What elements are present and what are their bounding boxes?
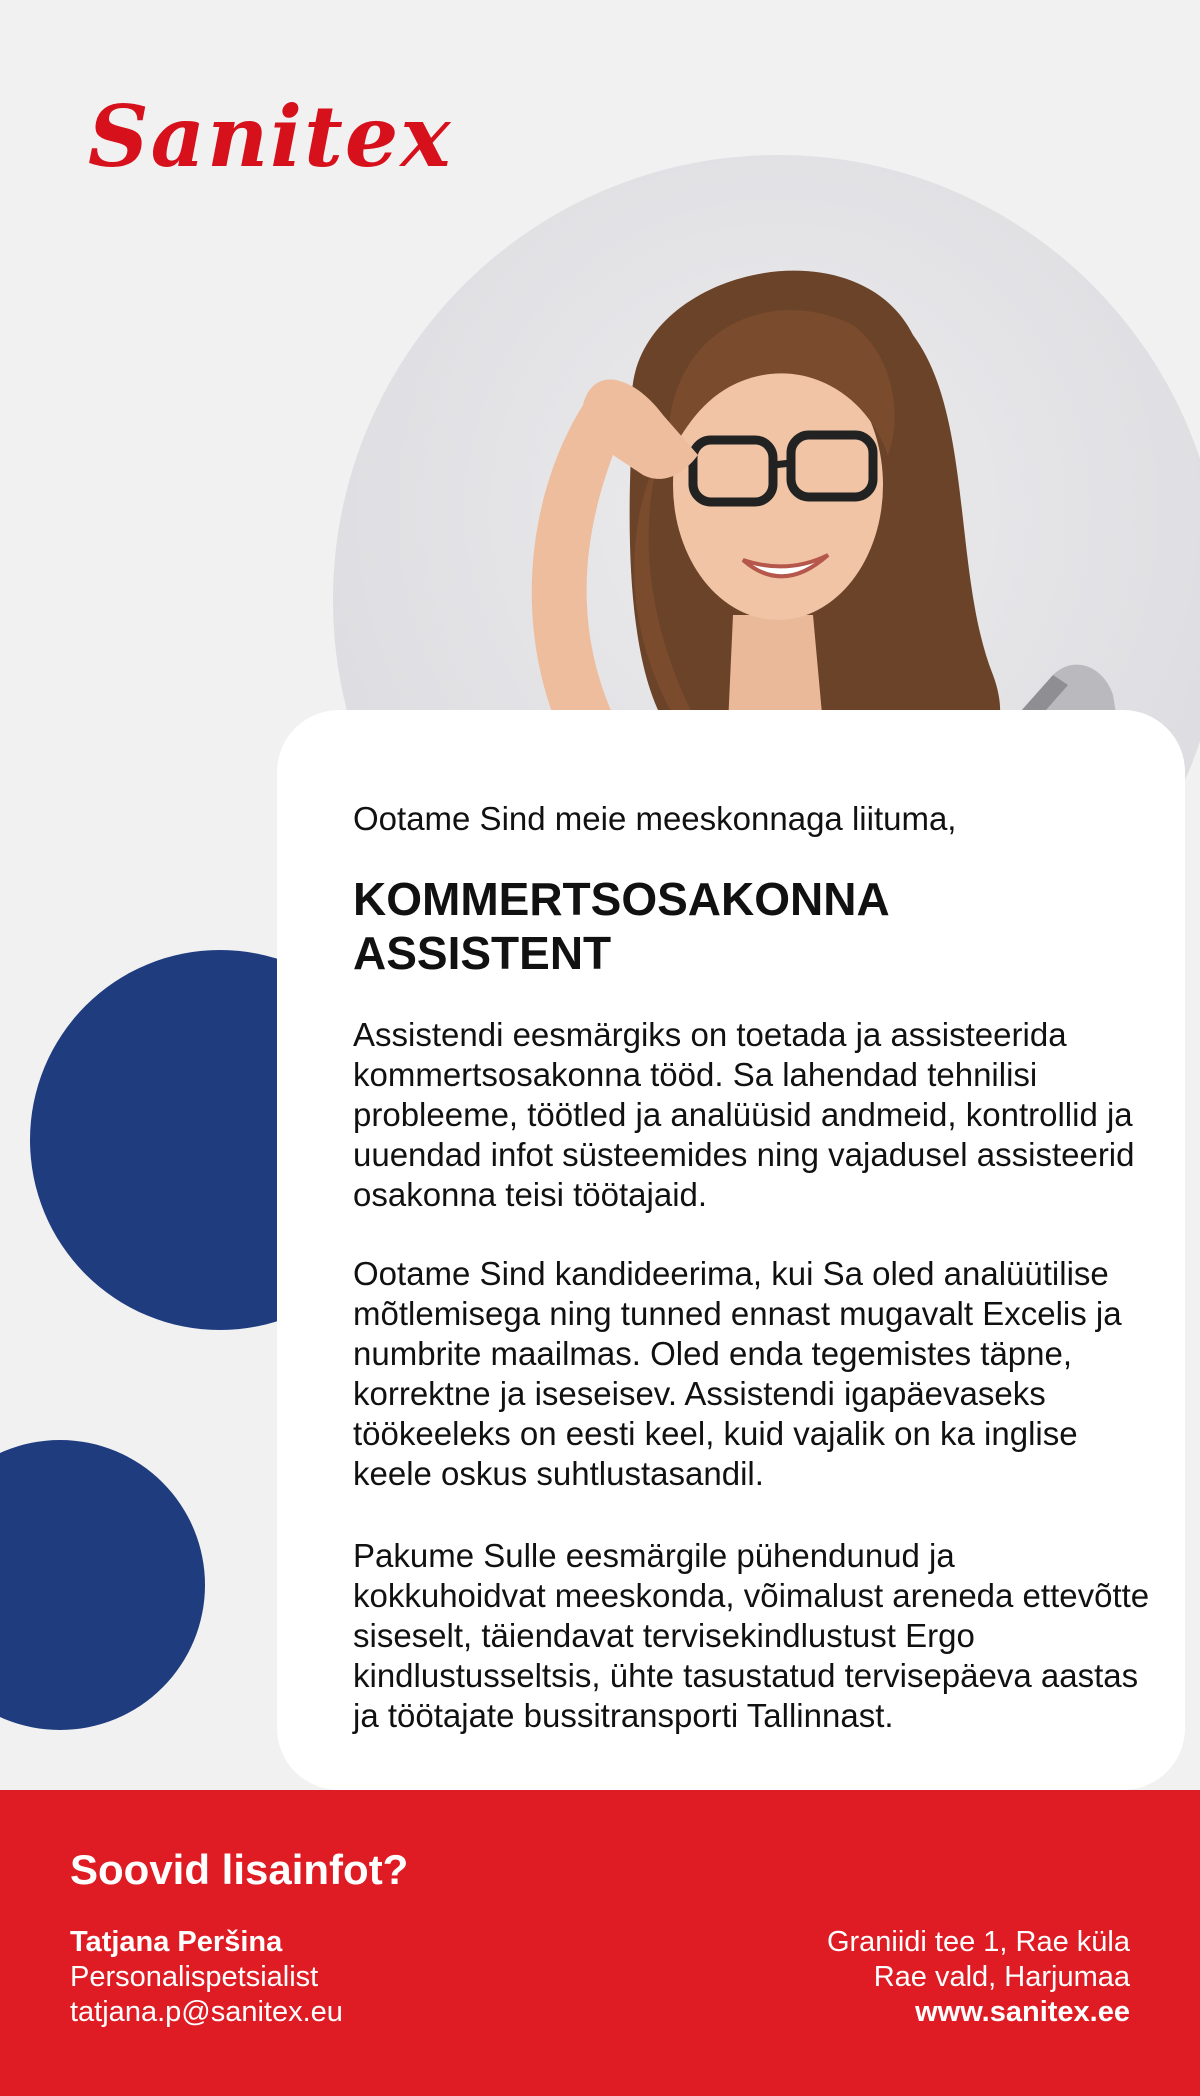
job-title bbox=[353, 872, 1133, 980]
intro-text: Ootame Sind meie meeskonnaga liituma, bbox=[353, 800, 957, 837]
description-paragraph: Assistendi eesmärgiks on toetada ja assisteerida kommertsosakonna tööd. Sa lahendad tehnilisi probleeme, töötled ja analüüsid andmeid, kontrollid ja uuendad infot süsteemides ning vajadusel assisteerid osakonna teisi töötajaid. bbox=[353, 1016, 1135, 1213]
address-line1: Graniidi tee 1, Rae küla bbox=[826, 1926, 1130, 1958]
footer-title: Soovid lisainfot? bbox=[70, 1846, 409, 1893]
address-line2: Rae vald, Harjumaa bbox=[873, 1961, 1130, 1993]
decorative-circle-small bbox=[0, 1440, 205, 1730]
contact-email-link[interactable]: tatjana.p@sanitex.eu bbox=[70, 1996, 343, 2028]
offer-paragraph: Pakume Sulle eesmärgile pühendunud ja kokkuhoidvat meeskonda, võimalust areneda ettevõtte siseselt, täiendavat tervisekindlustust Ergo kindlustusseltsis, ühte tasustatud tervisepäeva aastas ja töötajate bussitransporti Tallinnast. bbox=[353, 1537, 1150, 1734]
requirements-paragraph: Ootame Sind kandideerima, kui Sa oled analüütilise mõtlemisega ning tunned ennast mugavalt Excelis ja numbrite maailmas. Oled enda tegemistes täpne, korrektne ja iseseisev. Assistendi igapäevaseks töökeeleks on eesti keel, kuid vajalik on ka inglise keele oskus suhtlustasandil. bbox=[353, 1255, 1122, 1492]
contact-role: Personalispetsialist bbox=[70, 1961, 319, 1993]
contact-name: Tatjana Peršina bbox=[70, 1926, 283, 1958]
job-title-line2: ASSISTENT bbox=[353, 927, 612, 979]
sanitex-logo: Sanitex bbox=[88, 87, 453, 186]
website-link[interactable]: www.sanitex.ee bbox=[915, 1996, 1130, 2028]
job-title-line1: KOMMERTSOSAKONNA bbox=[353, 873, 890, 925]
